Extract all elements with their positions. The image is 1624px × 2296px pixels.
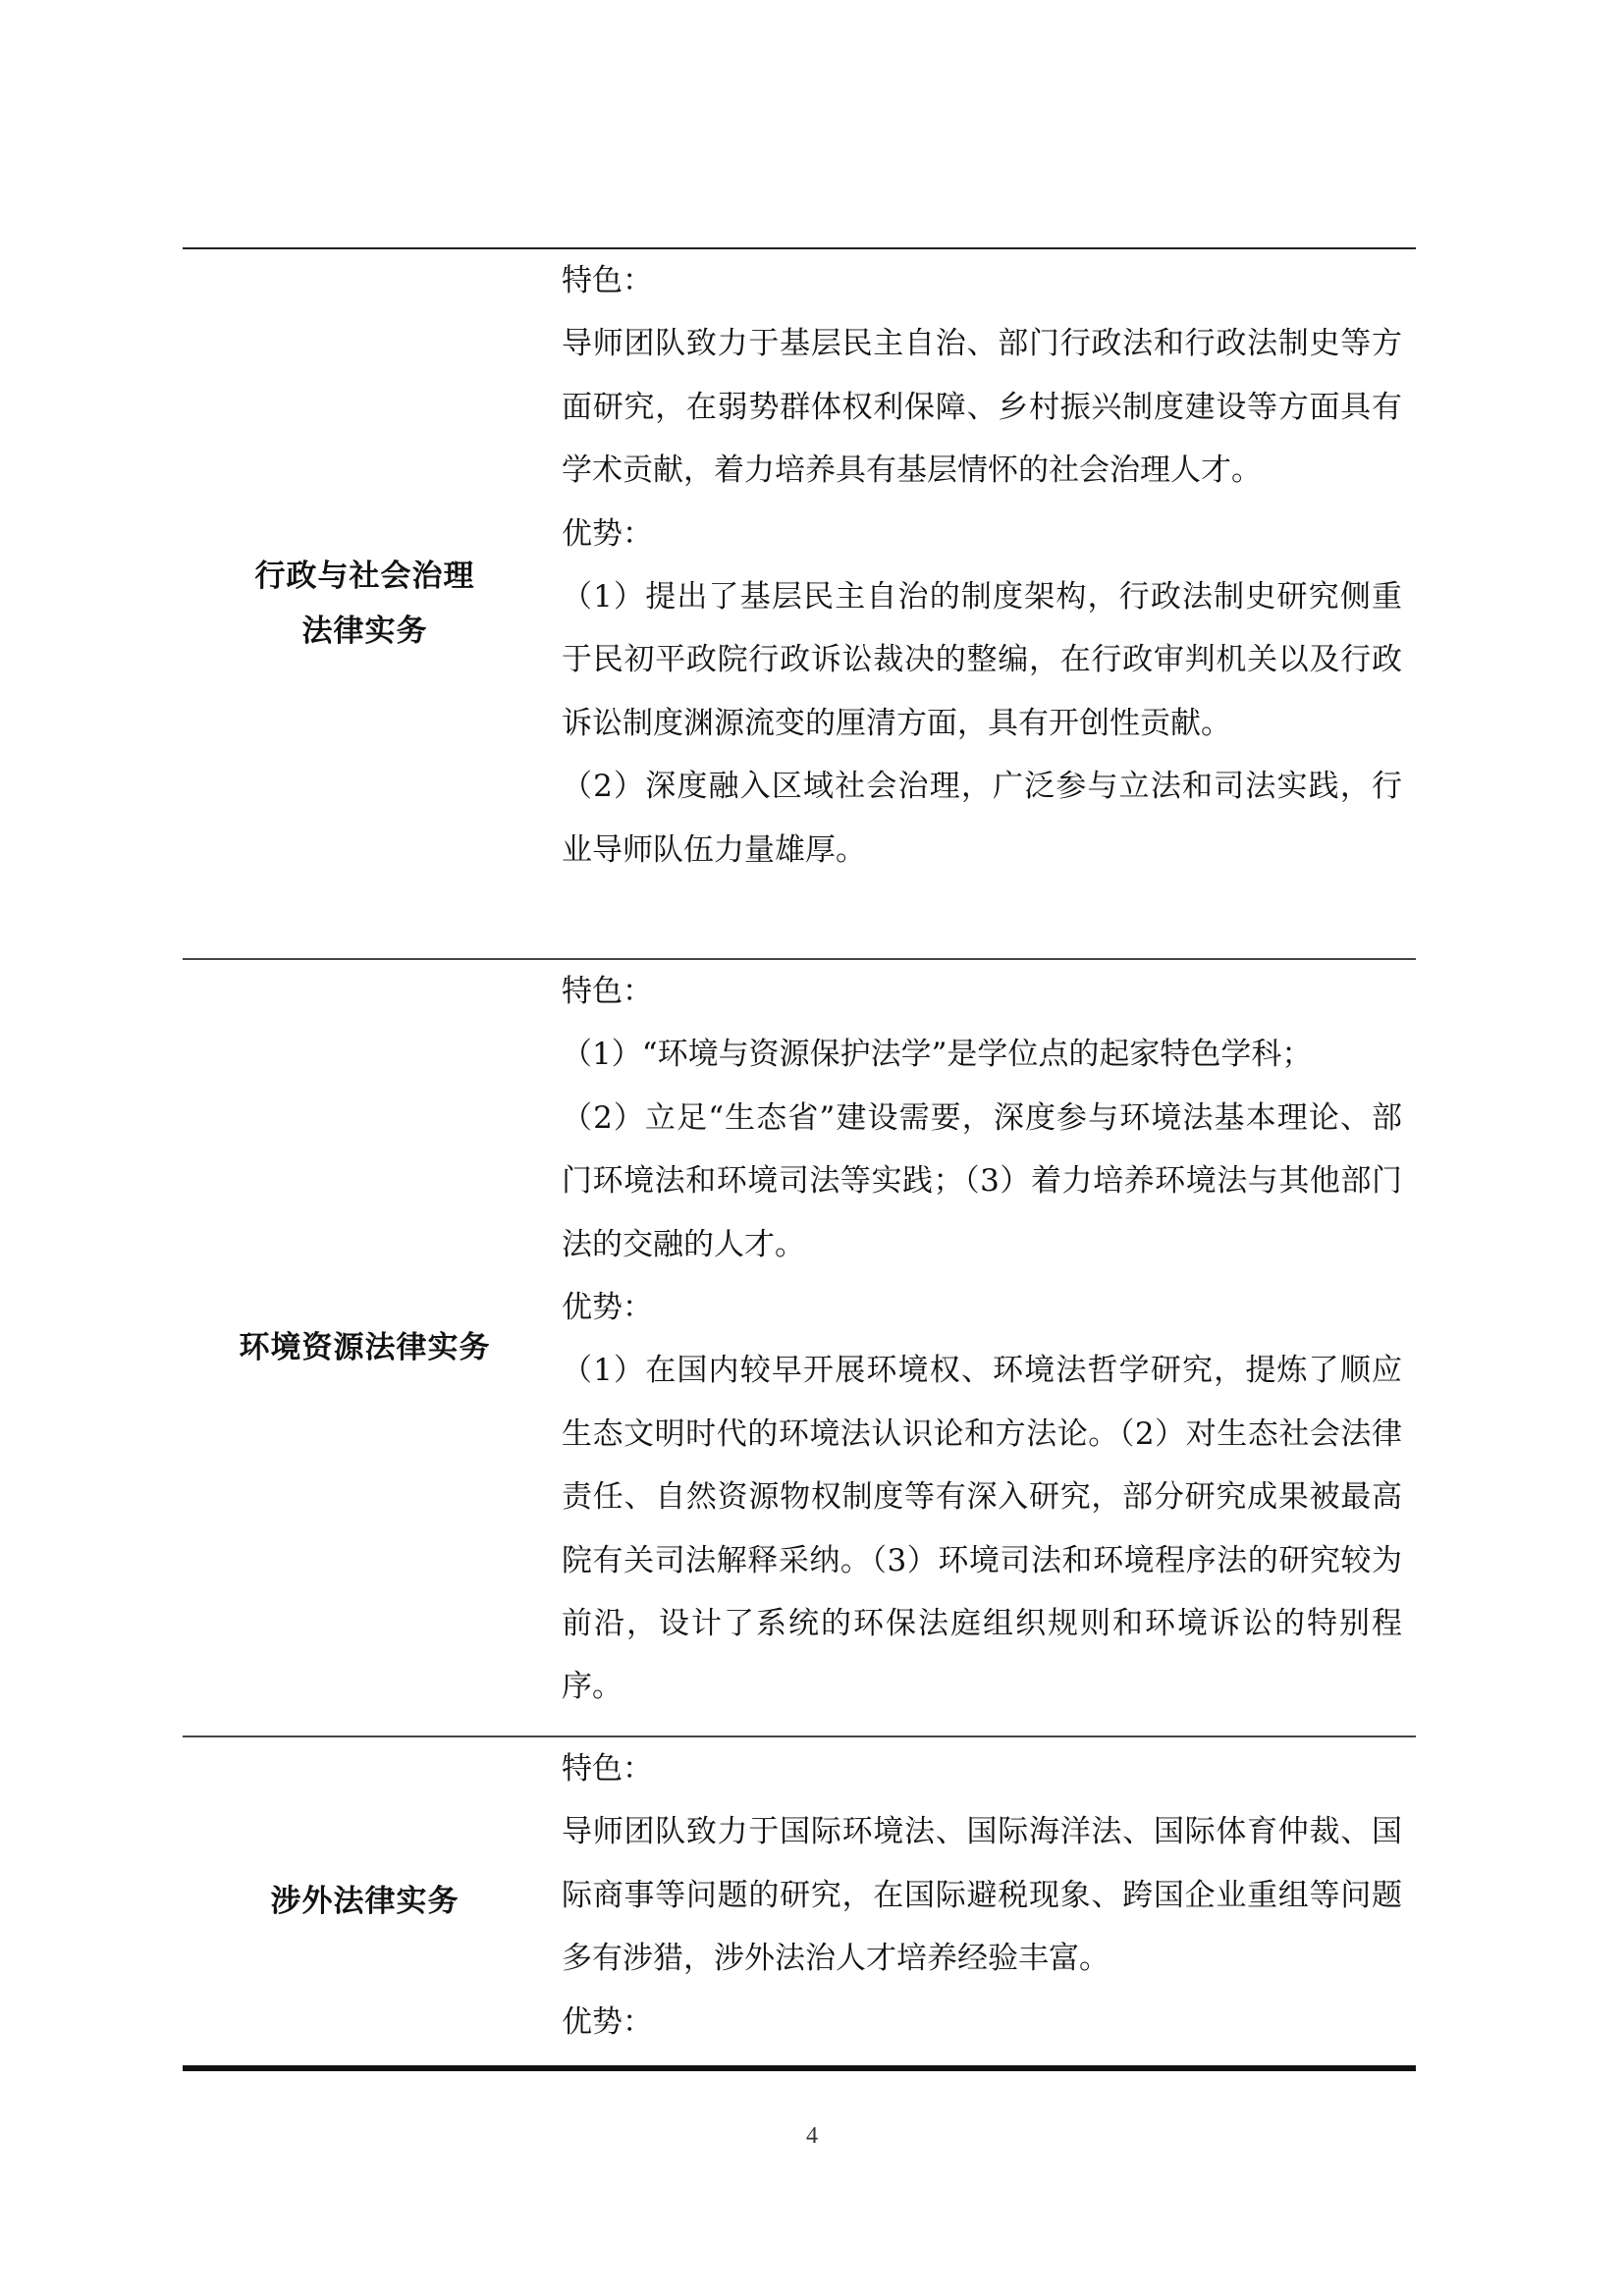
- page-number: 4: [806, 2123, 818, 2149]
- advantage-item: （1）提出了基层民主自治的制度架构，行政法制史研究侧重于民初平政院行政诉讼裁决的整编，在行政审判机关以及行政诉讼制度渊源流变的厘清方面，具有开创性贡献。: [562, 579, 1402, 741]
- category-cell: [183, 959, 547, 1736]
- advantage-text: （1）在国内较早开展环境权、环境法哲学研究，提炼了顺应生态文明时代的环境法认识论和方法论。（2）对生态社会法律责任、自然资源物权制度等有深入研究，部分研究成果被最高院有关司法解释采纳。（3）环境司法和环境程序法的研究较为前沿，设计了系统的环保法庭组织规则和环境诉讼的特别程序。: [562, 1353, 1402, 1705]
- category-cell: [183, 248, 547, 959]
- advantage-label: 优势：: [562, 515, 653, 552]
- feature-item: （2）立足“生态省”建设需要，深度参与环境法基本理论、部门环境法和环境司法等实践；（3）着力培养环境法与其他部门法的交融的人才。: [562, 1099, 1402, 1262]
- category-label-line2: 法律实务: [301, 614, 428, 649]
- category-cell: [183, 1736, 547, 2068]
- content-cell: [547, 248, 1416, 959]
- advantage-label: 优势：: [562, 1290, 653, 1326]
- table-row-admin-governance: [183, 248, 1416, 959]
- feature-label: 特色：: [562, 1751, 653, 1787]
- feature-item: （1）“环境与资源保护法学”是学位点的起家特色学科；: [562, 1037, 1313, 1073]
- feature-text: 导师团队致力于基层民主自治、部门行政法和行政法制史等方面研究，在弱势群体权利保障、乡村振兴制度建设等方面具有学术贡献，着力培养具有基层情怀的社会治理人才。: [562, 326, 1402, 489]
- practice-direction-table: [183, 247, 1416, 2071]
- content-cell: [547, 1736, 1416, 2068]
- content-cell: [547, 959, 1416, 1736]
- category-label-line1: 环境资源法律实务: [239, 1330, 491, 1365]
- category-label-line1: 行政与社会治理: [254, 559, 475, 594]
- advantage-label: 优势：: [562, 2003, 653, 2040]
- table-row-foreign-related: [183, 1736, 1416, 2068]
- table-row-environment: [183, 959, 1416, 1736]
- advantage-item: （2）深度融入区域社会治理，广泛参与立法和司法实践，行业导师队伍力量雄厚。: [562, 769, 1402, 868]
- category-label-line1: 涉外法律实务: [270, 1884, 460, 1919]
- feature-text: 导师团队致力于国际环境法、国际海洋法、国际体育仲裁、国际商事等问题的研究，在国际避税现象、跨国企业重组等问题多有涉猎，涉外法治人才培养经验丰富。: [562, 1814, 1402, 1977]
- feature-label: 特色：: [562, 974, 653, 1009]
- feature-label: 特色：: [562, 263, 653, 298]
